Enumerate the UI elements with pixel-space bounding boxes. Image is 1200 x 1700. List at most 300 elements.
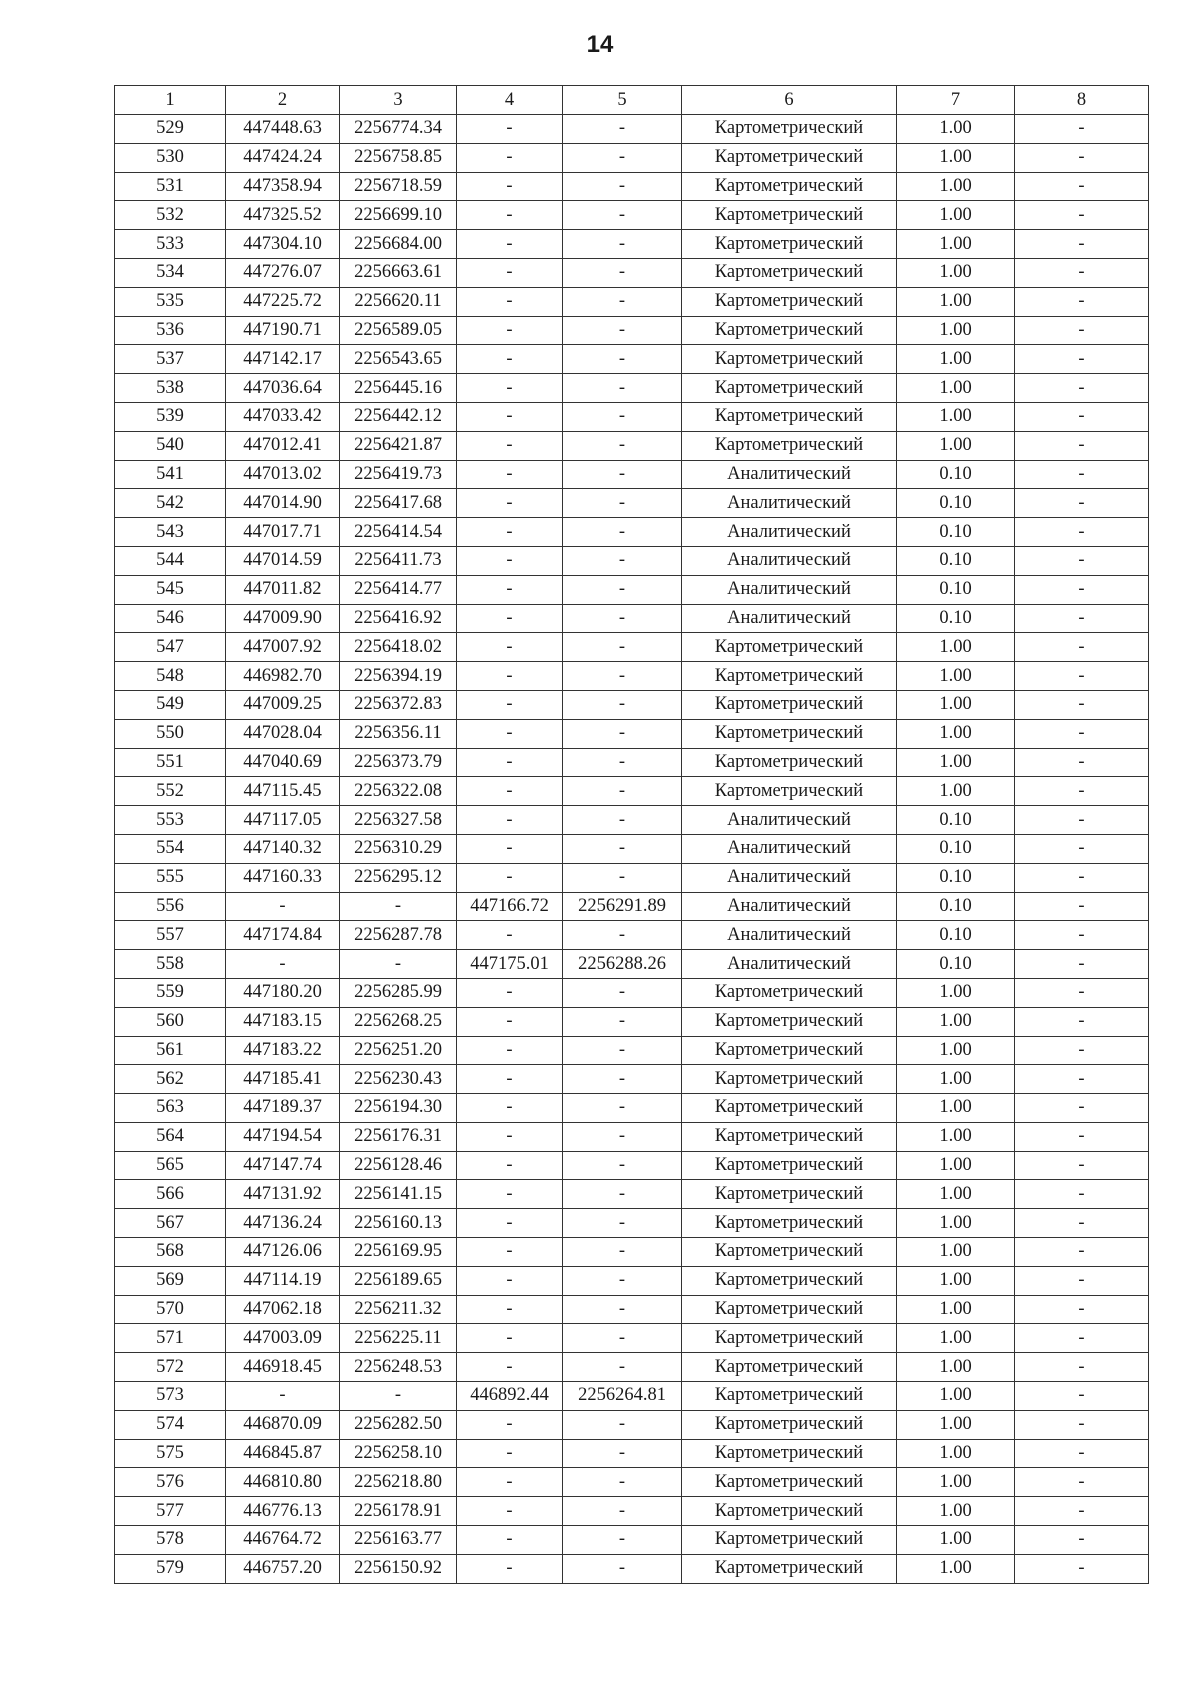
table-row (115, 374, 1149, 403)
table-row (115, 575, 1149, 604)
note-cell: - (1015, 575, 1149, 604)
x-coordinate-cell: 447174.84 (226, 921, 340, 950)
y-coordinate-new-cell: - (563, 1007, 682, 1036)
coordinates-table (114, 85, 1149, 1584)
point-number-cell: 541 (115, 460, 226, 489)
x-coordinate-cell: 447131.92 (226, 1180, 340, 1209)
method-cell: Картометрический (682, 1497, 897, 1526)
y-coordinate-new-cell: - (563, 1180, 682, 1209)
accuracy-cell: 0.10 (897, 546, 1015, 575)
y-coordinate-cell: 2256543.65 (340, 345, 457, 374)
x-coordinate-cell: 447180.20 (226, 978, 340, 1007)
x-coordinate-cell: 446764.72 (226, 1526, 340, 1555)
table-row (115, 287, 1149, 316)
method-cell: Аналитический (682, 863, 897, 892)
note-cell: - (1015, 806, 1149, 835)
column-header: 3 (340, 86, 457, 115)
x-coordinate-new-cell: - (457, 806, 563, 835)
y-coordinate-new-cell: - (563, 1122, 682, 1151)
y-coordinate-new-cell: - (563, 316, 682, 345)
y-coordinate-cell: 2256218.80 (340, 1468, 457, 1497)
x-coordinate-cell: 446870.09 (226, 1410, 340, 1439)
accuracy-cell: 1.00 (897, 1324, 1015, 1353)
x-coordinate-new-cell: - (457, 662, 563, 691)
y-coordinate-new-cell: - (563, 1439, 682, 1468)
method-cell: Картометрический (682, 143, 897, 172)
y-coordinate-new-cell: - (563, 431, 682, 460)
x-coordinate-new-cell: - (457, 172, 563, 201)
point-number-cell: 535 (115, 287, 226, 316)
point-number-cell: 554 (115, 834, 226, 863)
method-cell: Картометрический (682, 1122, 897, 1151)
x-coordinate-new-cell: - (457, 690, 563, 719)
method-cell: Картометрический (682, 374, 897, 403)
point-number-cell: 574 (115, 1410, 226, 1439)
y-coordinate-new-cell: - (563, 1353, 682, 1382)
x-coordinate-new-cell: - (457, 1554, 563, 1583)
y-coordinate-new-cell: - (563, 1209, 682, 1238)
note-cell: - (1015, 1094, 1149, 1123)
accuracy-cell: 1.00 (897, 1209, 1015, 1238)
x-coordinate-new-cell: - (457, 489, 563, 518)
y-coordinate-cell: 2256258.10 (340, 1439, 457, 1468)
method-cell: Аналитический (682, 546, 897, 575)
table-row (115, 1122, 1149, 1151)
accuracy-cell: 0.10 (897, 575, 1015, 604)
y-coordinate-cell: 2256310.29 (340, 834, 457, 863)
x-coordinate-new-cell: - (457, 575, 563, 604)
point-number-cell: 532 (115, 201, 226, 230)
x-coordinate-new-cell: - (457, 1410, 563, 1439)
accuracy-cell: 1.00 (897, 258, 1015, 287)
x-coordinate-new-cell: - (457, 431, 563, 460)
method-cell: Картометрический (682, 1410, 897, 1439)
point-number-cell: 560 (115, 1007, 226, 1036)
method-cell: Картометрический (682, 201, 897, 230)
x-coordinate-new-cell: 447175.01 (457, 950, 563, 979)
y-coordinate-new-cell: - (563, 374, 682, 403)
note-cell: - (1015, 690, 1149, 719)
x-coordinate-cell: 447011.82 (226, 575, 340, 604)
accuracy-cell: 1.00 (897, 374, 1015, 403)
y-coordinate-cell: 2256225.11 (340, 1324, 457, 1353)
x-coordinate-new-cell: - (457, 1094, 563, 1123)
y-coordinate-new-cell: - (563, 1554, 682, 1583)
note-cell: - (1015, 546, 1149, 575)
x-coordinate-new-cell: - (457, 777, 563, 806)
note-cell: - (1015, 950, 1149, 979)
method-cell: Картометрический (682, 402, 897, 431)
point-number-cell: 542 (115, 489, 226, 518)
point-number-cell: 570 (115, 1295, 226, 1324)
y-coordinate-new-cell: - (563, 1266, 682, 1295)
x-coordinate-new-cell: - (457, 863, 563, 892)
table-row (115, 518, 1149, 547)
note-cell: - (1015, 1554, 1149, 1583)
accuracy-cell: 0.10 (897, 806, 1015, 835)
point-number-cell: 573 (115, 1382, 226, 1411)
page-number: 14 (586, 31, 614, 58)
method-cell: Картометрический (682, 1180, 897, 1209)
note-cell: - (1015, 1209, 1149, 1238)
y-coordinate-cell: 2256295.12 (340, 863, 457, 892)
y-coordinate-new-cell: - (563, 115, 682, 144)
method-cell: Аналитический (682, 604, 897, 633)
y-coordinate-new-cell: - (563, 1065, 682, 1094)
x-coordinate-new-cell: - (457, 316, 563, 345)
accuracy-cell: 1.00 (897, 1526, 1015, 1555)
note-cell: - (1015, 921, 1149, 950)
y-coordinate-new-cell: - (563, 863, 682, 892)
note-cell: - (1015, 201, 1149, 230)
y-coordinate-cell: 2256589.05 (340, 316, 457, 345)
accuracy-cell: 1.00 (897, 633, 1015, 662)
x-coordinate-new-cell: - (457, 1122, 563, 1151)
y-coordinate-cell: 2256372.83 (340, 690, 457, 719)
table-row (115, 1180, 1149, 1209)
note-cell: - (1015, 1238, 1149, 1267)
note-cell: - (1015, 316, 1149, 345)
y-coordinate-cell: 2256373.79 (340, 748, 457, 777)
table-row (115, 201, 1149, 230)
note-cell: - (1015, 1439, 1149, 1468)
point-number-cell: 553 (115, 806, 226, 835)
y-coordinate-new-cell: - (563, 978, 682, 1007)
note-cell: - (1015, 662, 1149, 691)
y-coordinate-cell: 2256416.92 (340, 604, 457, 633)
x-coordinate-cell: 447040.69 (226, 748, 340, 777)
x-coordinate-new-cell: - (457, 1324, 563, 1353)
note-cell: - (1015, 978, 1149, 1007)
point-number-cell: 540 (115, 431, 226, 460)
x-coordinate-new-cell: - (457, 258, 563, 287)
point-number-cell: 543 (115, 518, 226, 547)
note-cell: - (1015, 1324, 1149, 1353)
note-cell: - (1015, 1526, 1149, 1555)
point-number-cell: 567 (115, 1209, 226, 1238)
x-coordinate-cell: 447424.24 (226, 143, 340, 172)
method-cell: Картометрический (682, 978, 897, 1007)
table-row (115, 1007, 1149, 1036)
x-coordinate-new-cell: 446892.44 (457, 1382, 563, 1411)
method-cell: Картометрический (682, 316, 897, 345)
table-row (115, 806, 1149, 835)
column-header: 1 (115, 86, 226, 115)
y-coordinate-cell: 2256394.19 (340, 662, 457, 691)
y-coordinate-cell: 2256282.50 (340, 1410, 457, 1439)
x-coordinate-cell: 447014.90 (226, 489, 340, 518)
y-coordinate-new-cell: - (563, 1295, 682, 1324)
method-cell: Аналитический (682, 921, 897, 950)
table-row (115, 978, 1149, 1007)
accuracy-cell: 1.00 (897, 1382, 1015, 1411)
point-number-cell: 531 (115, 172, 226, 201)
x-coordinate-new-cell: - (457, 230, 563, 259)
point-number-cell: 556 (115, 892, 226, 921)
method-cell: Картометрический (682, 1238, 897, 1267)
x-coordinate-cell: 446810.80 (226, 1468, 340, 1497)
method-cell: Картометрический (682, 345, 897, 374)
x-coordinate-cell: 447036.64 (226, 374, 340, 403)
method-cell: Аналитический (682, 892, 897, 921)
x-coordinate-new-cell: - (457, 374, 563, 403)
point-number-cell: 579 (115, 1554, 226, 1583)
point-number-cell: 577 (115, 1497, 226, 1526)
x-coordinate-cell: 447183.22 (226, 1036, 340, 1065)
x-coordinate-cell: 447189.37 (226, 1094, 340, 1123)
accuracy-cell: 0.10 (897, 834, 1015, 863)
method-cell: Аналитический (682, 806, 897, 835)
table-row (115, 546, 1149, 575)
y-coordinate-cell: 2256211.32 (340, 1295, 457, 1324)
x-coordinate-cell: 447140.32 (226, 834, 340, 863)
x-coordinate-cell: 447009.90 (226, 604, 340, 633)
note-cell: - (1015, 892, 1149, 921)
table-row (115, 115, 1149, 144)
x-coordinate-new-cell: - (457, 1468, 563, 1497)
y-coordinate-cell: 2256414.54 (340, 518, 457, 547)
method-cell: Картометрический (682, 1324, 897, 1353)
y-coordinate-new-cell: - (563, 1238, 682, 1267)
method-cell: Аналитический (682, 834, 897, 863)
accuracy-cell: 1.00 (897, 1151, 1015, 1180)
y-coordinate-cell: 2256160.13 (340, 1209, 457, 1238)
point-number-cell: 575 (115, 1439, 226, 1468)
point-number-cell: 568 (115, 1238, 226, 1267)
accuracy-cell: 1.00 (897, 402, 1015, 431)
table-header-row (115, 86, 1149, 115)
x-coordinate-cell: 447448.63 (226, 115, 340, 144)
accuracy-cell: 0.10 (897, 863, 1015, 892)
y-coordinate-new-cell: - (563, 921, 682, 950)
column-header: 8 (1015, 86, 1149, 115)
table-row (115, 1468, 1149, 1497)
accuracy-cell: 1.00 (897, 143, 1015, 172)
y-coordinate-cell: 2256417.68 (340, 489, 457, 518)
method-cell: Аналитический (682, 575, 897, 604)
y-coordinate-cell: 2256322.08 (340, 777, 457, 806)
y-coordinate-new-cell: - (563, 690, 682, 719)
x-coordinate-cell: 447007.92 (226, 633, 340, 662)
y-coordinate-new-cell: - (563, 834, 682, 863)
table-row (115, 1410, 1149, 1439)
y-coordinate-new-cell: - (563, 719, 682, 748)
y-coordinate-cell: 2256251.20 (340, 1036, 457, 1065)
y-coordinate-new-cell: 2256288.26 (563, 950, 682, 979)
y-coordinate-cell: 2256758.85 (340, 143, 457, 172)
accuracy-cell: 1.00 (897, 1007, 1015, 1036)
x-coordinate-new-cell: - (457, 402, 563, 431)
method-cell: Картометрический (682, 230, 897, 259)
table-row (115, 431, 1149, 460)
method-cell: Картометрический (682, 1036, 897, 1065)
y-coordinate-new-cell: - (563, 1468, 682, 1497)
point-number-cell: 533 (115, 230, 226, 259)
accuracy-cell: 1.00 (897, 345, 1015, 374)
point-number-cell: 548 (115, 662, 226, 691)
x-coordinate-cell: - (226, 892, 340, 921)
y-coordinate-cell: 2256178.91 (340, 1497, 457, 1526)
x-coordinate-cell: 447185.41 (226, 1065, 340, 1094)
y-coordinate-new-cell: - (563, 143, 682, 172)
method-cell: Картометрический (682, 172, 897, 201)
accuracy-cell: 1.00 (897, 1554, 1015, 1583)
method-cell: Картометрический (682, 690, 897, 719)
method-cell: Картометрический (682, 748, 897, 777)
x-coordinate-new-cell: - (457, 143, 563, 172)
x-coordinate-new-cell: - (457, 1209, 563, 1238)
y-coordinate-cell: 2256421.87 (340, 431, 457, 460)
x-coordinate-new-cell: - (457, 1036, 563, 1065)
y-coordinate-cell: 2256414.77 (340, 575, 457, 604)
x-coordinate-new-cell: - (457, 115, 563, 144)
method-cell: Картометрический (682, 1439, 897, 1468)
accuracy-cell: 0.10 (897, 604, 1015, 633)
accuracy-cell: 0.10 (897, 921, 1015, 950)
y-coordinate-cell: - (340, 1382, 457, 1411)
note-cell: - (1015, 1497, 1149, 1526)
accuracy-cell: 0.10 (897, 518, 1015, 547)
point-number-cell: 544 (115, 546, 226, 575)
x-coordinate-cell: 447013.02 (226, 460, 340, 489)
y-coordinate-cell: 2256718.59 (340, 172, 457, 201)
method-cell: Картометрический (682, 1295, 897, 1324)
x-coordinate-cell: - (226, 1382, 340, 1411)
method-cell: Аналитический (682, 950, 897, 979)
x-coordinate-cell: 447358.94 (226, 172, 340, 201)
table-row (115, 690, 1149, 719)
note-cell: - (1015, 1180, 1149, 1209)
table-row (115, 834, 1149, 863)
table-row (115, 1151, 1149, 1180)
note-cell: - (1015, 374, 1149, 403)
table-row (115, 258, 1149, 287)
point-number-cell: 549 (115, 690, 226, 719)
table-row (115, 1324, 1149, 1353)
y-coordinate-cell: 2256163.77 (340, 1526, 457, 1555)
table-row (115, 604, 1149, 633)
y-coordinate-new-cell: - (563, 1497, 682, 1526)
accuracy-cell: 0.10 (897, 489, 1015, 518)
table-row (115, 633, 1149, 662)
column-header: 2 (226, 86, 340, 115)
point-number-cell: 558 (115, 950, 226, 979)
y-coordinate-new-cell: - (563, 662, 682, 691)
method-cell: Картометрический (682, 1266, 897, 1295)
y-coordinate-cell: - (340, 950, 457, 979)
x-coordinate-new-cell: - (457, 1151, 563, 1180)
accuracy-cell: 0.10 (897, 950, 1015, 979)
table-row (115, 1065, 1149, 1094)
note-cell: - (1015, 748, 1149, 777)
y-coordinate-new-cell: - (563, 1094, 682, 1123)
x-coordinate-new-cell: - (457, 1353, 563, 1382)
y-coordinate-cell: 2256774.34 (340, 115, 457, 144)
x-coordinate-new-cell: - (457, 1266, 563, 1295)
accuracy-cell: 1.00 (897, 316, 1015, 345)
accuracy-cell: 1.00 (897, 777, 1015, 806)
table-row (115, 921, 1149, 950)
method-cell: Картометрический (682, 1094, 897, 1123)
x-coordinate-cell: 447115.45 (226, 777, 340, 806)
point-number-cell: 564 (115, 1122, 226, 1151)
y-coordinate-cell: 2256248.53 (340, 1353, 457, 1382)
note-cell: - (1015, 1382, 1149, 1411)
x-coordinate-new-cell: - (457, 287, 563, 316)
y-coordinate-new-cell: - (563, 604, 682, 633)
accuracy-cell: 1.00 (897, 662, 1015, 691)
table-row (115, 489, 1149, 518)
point-number-cell: 555 (115, 863, 226, 892)
x-coordinate-new-cell: - (457, 1180, 563, 1209)
x-coordinate-new-cell: - (457, 1065, 563, 1094)
note-cell: - (1015, 172, 1149, 201)
note-cell: - (1015, 1007, 1149, 1036)
y-coordinate-cell: 2256620.11 (340, 287, 457, 316)
note-cell: - (1015, 863, 1149, 892)
method-cell: Картометрический (682, 777, 897, 806)
x-coordinate-cell: 447117.05 (226, 806, 340, 835)
accuracy-cell: 1.00 (897, 1266, 1015, 1295)
x-coordinate-cell: 447160.33 (226, 863, 340, 892)
note-cell: - (1015, 1410, 1149, 1439)
x-coordinate-new-cell: - (457, 719, 563, 748)
accuracy-cell: 1.00 (897, 1180, 1015, 1209)
accuracy-cell: 1.00 (897, 201, 1015, 230)
note-cell: - (1015, 460, 1149, 489)
point-number-cell: 576 (115, 1468, 226, 1497)
accuracy-cell: 1.00 (897, 230, 1015, 259)
y-coordinate-cell: 2256169.95 (340, 1238, 457, 1267)
method-cell: Картометрический (682, 258, 897, 287)
x-coordinate-cell: 447325.52 (226, 201, 340, 230)
y-coordinate-new-cell: - (563, 748, 682, 777)
method-cell: Картометрический (682, 662, 897, 691)
note-cell: - (1015, 1295, 1149, 1324)
y-coordinate-cell: 2256176.31 (340, 1122, 457, 1151)
point-number-cell: 569 (115, 1266, 226, 1295)
column-header: 6 (682, 86, 897, 115)
point-number-cell: 557 (115, 921, 226, 950)
note-cell: - (1015, 633, 1149, 662)
x-coordinate-cell: 447142.17 (226, 345, 340, 374)
accuracy-cell: 1.00 (897, 1439, 1015, 1468)
accuracy-cell: 1.00 (897, 1295, 1015, 1324)
y-coordinate-cell: 2256150.92 (340, 1554, 457, 1583)
method-cell: Аналитический (682, 460, 897, 489)
note-cell: - (1015, 1122, 1149, 1151)
table-row (115, 1382, 1149, 1411)
x-coordinate-new-cell: - (457, 1526, 563, 1555)
x-coordinate-cell: 447136.24 (226, 1209, 340, 1238)
note-cell: - (1015, 431, 1149, 460)
point-number-cell: 571 (115, 1324, 226, 1353)
y-coordinate-cell: 2256418.02 (340, 633, 457, 662)
method-cell: Картометрический (682, 1468, 897, 1497)
accuracy-cell: 1.00 (897, 1353, 1015, 1382)
note-cell: - (1015, 1036, 1149, 1065)
method-cell: Картометрический (682, 1065, 897, 1094)
accuracy-cell: 1.00 (897, 431, 1015, 460)
x-coordinate-cell: 447028.04 (226, 719, 340, 748)
table-row (115, 1266, 1149, 1295)
note-cell: - (1015, 834, 1149, 863)
x-coordinate-new-cell: - (457, 1007, 563, 1036)
table-row (115, 1439, 1149, 1468)
x-coordinate-new-cell: - (457, 1497, 563, 1526)
table-row (115, 1526, 1149, 1555)
point-number-cell: 546 (115, 604, 226, 633)
